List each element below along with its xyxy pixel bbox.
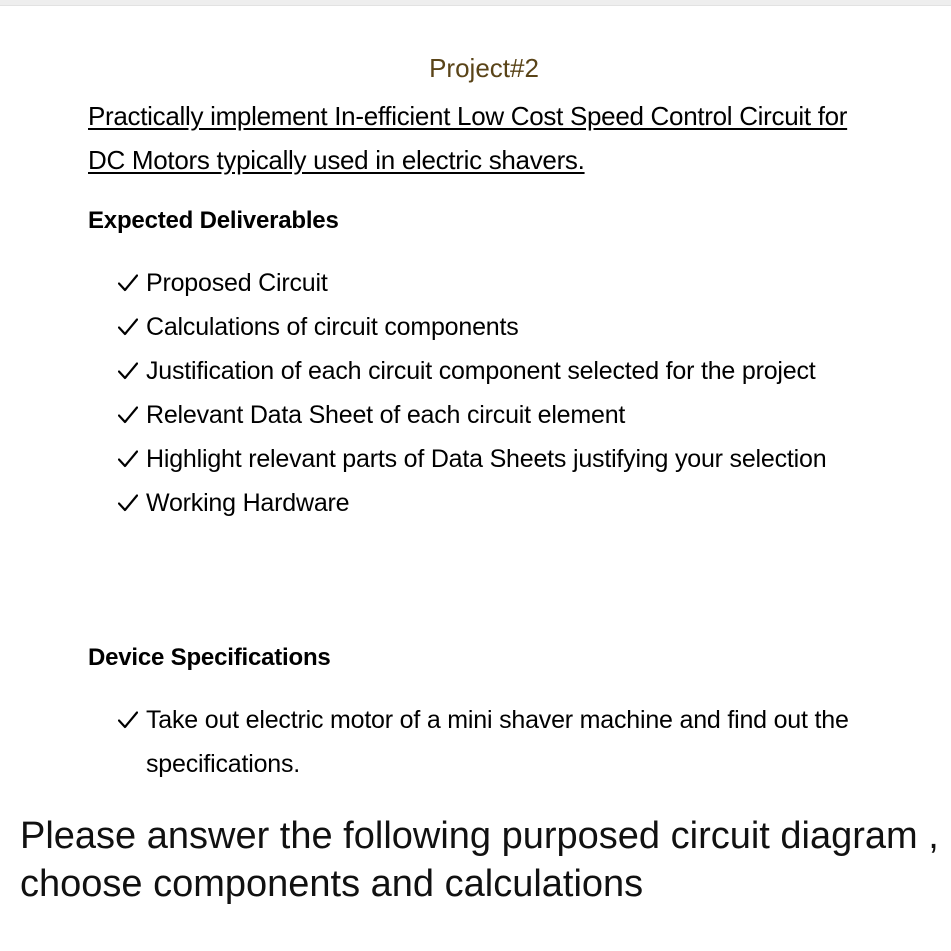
deliverable-item <box>118 261 858 305</box>
deliverable-text: Proposed Circuit <box>146 269 328 297</box>
deliverable-text: Highlight relevant parts of Data Sheets justifying your selection <box>146 445 827 473</box>
deliverable-item <box>118 481 858 525</box>
top-divider <box>0 0 951 6</box>
specifications-heading: Device Specifications <box>88 644 331 671</box>
checkmark-icon <box>118 305 140 349</box>
deliverable-text: Justification of each circuit component selected for the project <box>146 357 816 385</box>
specification-item <box>118 698 858 786</box>
deliverable-item <box>118 305 858 349</box>
checkmark-icon <box>118 261 140 305</box>
specifications-list <box>118 698 858 786</box>
checkmark-icon <box>118 349 140 393</box>
deliverable-item <box>118 349 858 393</box>
specification-text: Take out electric motor of a mini shaver machine and find out the specifications. <box>146 706 849 778</box>
deliverable-text: Calculations of circuit components <box>146 313 519 341</box>
document-title: Project#2 <box>429 53 539 83</box>
deliverable-item <box>118 393 858 437</box>
deliverables-list <box>118 261 858 525</box>
deliverables-heading: Expected Deliverables <box>88 207 339 234</box>
checkmark-icon <box>118 481 140 525</box>
question-caption: Please answer the following purposed circuit diagram , choose components and calculations <box>20 815 939 905</box>
checkmark-icon <box>118 393 140 437</box>
deliverable-item <box>118 437 858 481</box>
deliverable-text: Relevant Data Sheet of each circuit element <box>146 401 626 429</box>
checkmark-icon <box>118 437 140 481</box>
deliverable-text: Working Hardware <box>146 489 350 517</box>
document-subtitle: Practically implement In-efficient Low Cost Speed Control Circuit for DC Motors typically used in electric shavers. <box>88 101 848 175</box>
checkmark-icon <box>118 698 140 742</box>
